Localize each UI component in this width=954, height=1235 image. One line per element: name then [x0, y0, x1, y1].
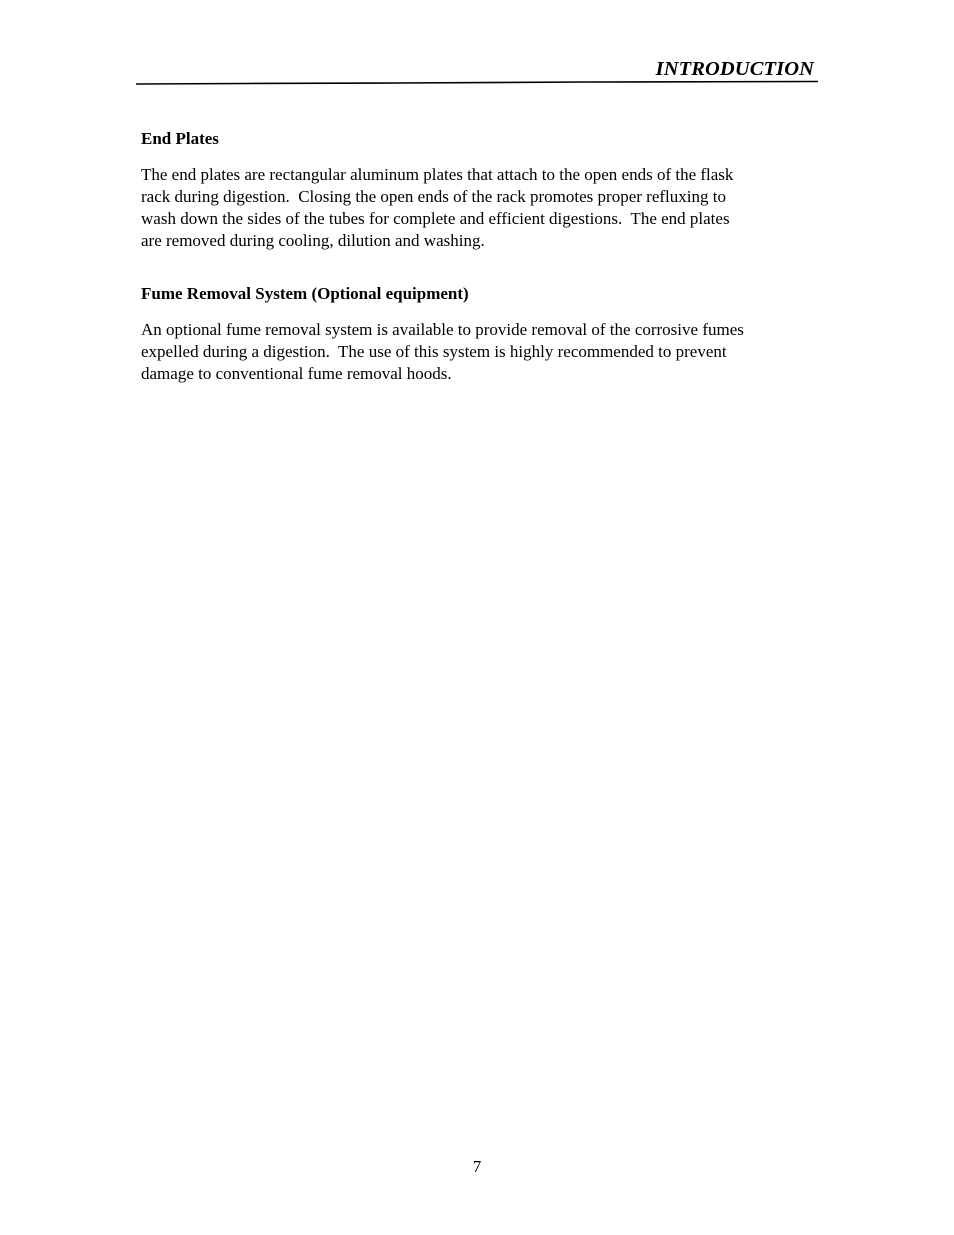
paragraph-line: expelled during a digestion. The use of this system is highly recommended to prevent: [141, 342, 727, 361]
paragraph-line: An optional fume removal system is available to provide removal of the corrosive fumes: [141, 320, 744, 339]
page-number: 7: [472, 1157, 482, 1176]
section-fume-removal-system: [141, 283, 816, 385]
section-paragraph: [141, 319, 816, 385]
paragraph-line: are removed during cooling, dilution and washing.: [141, 231, 485, 250]
section-heading: End Plates: [141, 129, 219, 148]
paragraph-line: damage to conventional fume removal hoods.: [141, 364, 452, 383]
paragraph-line: The end plates are rectangular aluminum plates that attach to the open ends of the flask: [141, 165, 734, 184]
paragraph-line: wash down the sides of the tubes for complete and efficient digestions. The end plates: [141, 209, 730, 228]
header-title: INTRODUCTION: [655, 58, 814, 80]
paragraph-line: rack during digestion. Closing the open ends of the rack promotes proper refluxing to: [141, 187, 726, 206]
section-paragraph: [141, 164, 816, 252]
header-rule: [136, 79, 818, 87]
section-heading: Fume Removal System (Optional equipment): [141, 284, 469, 303]
section-end-plates: [141, 128, 816, 252]
